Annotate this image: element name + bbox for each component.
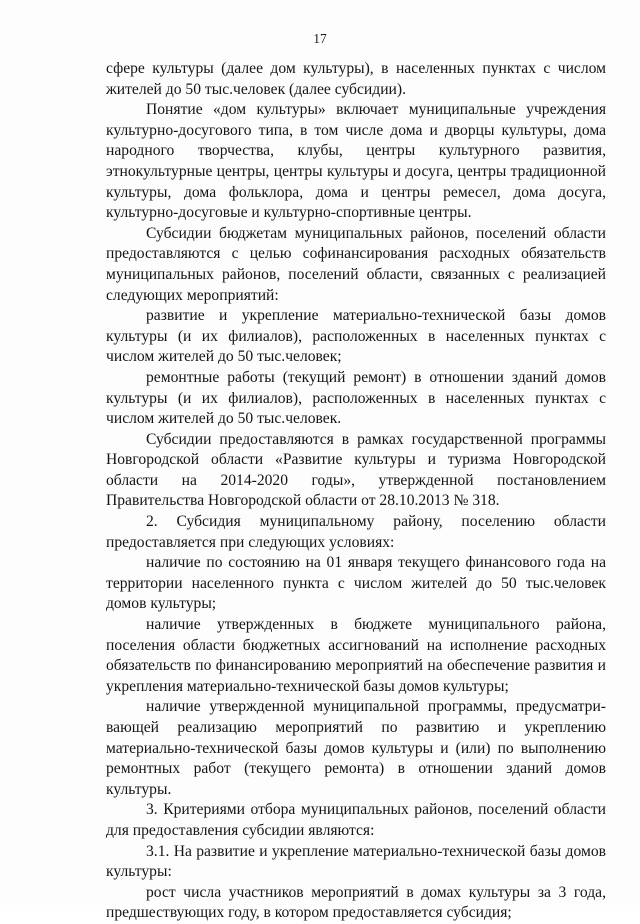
- paragraph-state-program: Субсидии предоставляются в рамках государственной программы Новгородской области «Развитие культуры и туризма Новгородской области на 2014-2020 годы», утвержденной постановлением Правительства Новгородской области от 28.10.2013 № 318.: [106, 430, 606, 510]
- paragraph-criterion-growth: рост числа участников мероприятий в домах культуры за 3 года, предшествующих году, в котором предоставляется субсидия;: [106, 883, 606, 922]
- paragraph-condition-budget: наличие утвержденных в бюджете муниципального района, поселения области бюджетных ассигнований на исполнение расходных обязательств по финансированию мероприятий на обеспечение развития и укрепления материально-технической базы домов культуры;: [106, 616, 606, 695]
- paragraph-measure-repair: ремонтные работы (текущий ремонт) в отношении зданий домов культуры (и их филиалов), расположенных в населенных пунктах с числом жителей до 50 тыс.человек.: [106, 368, 606, 428]
- paragraph-subsidy-purpose: Субсидии бюджетам муниципальных районов, поселений области предоставляются с целью софинансирования расходных обязательств муниципальных районов, поселений области, связанных с реализацией следующих мероприятий:: [106, 224, 606, 304]
- paragraph-measure-development: развитие и укрепление материально-технической базы домов культуры (и их филиалов), расположенных в населенных пунктах с числом жителей до 50 тыс.человек;: [106, 307, 606, 366]
- page-number: 17: [313, 31, 327, 46]
- paragraph-concept-definition: Понятие «дом культуры» включает муниципальные учреждения культурно-досугового типа, в том числе дома и дворцы культуры, дома народного творчества, клубы, центры культурного развития, этнокультурные центры, центры культуры и досуга, центры традиционной культуры, дома фольклора, дома и центры ремесел, дома досуга, культурно-досуговые и культурно-спортивные центры.: [106, 101, 606, 222]
- paragraph-criteria-heading: 3. Критериями отбора муниципальных районов, поселений области для предоставления субсидии являются:: [106, 801, 606, 839]
- document-body: [106, 59, 606, 924]
- paragraph-condition-houses: наличие по состоянию на 01 января текущего финансового года на территории населенного пункта с числом жителей до 50 тыс.человек домов культуры;: [106, 554, 606, 613]
- paragraph-conditions-heading: 2. Субсидия муниципальному району, поселению области предоставляется при следующих условиях:: [106, 513, 606, 551]
- paragraph-criteria-3-1: 3.1. На развитие и укрепление материально-технической базы домов культуры:: [106, 842, 606, 881]
- paragraph-condition-program: наличие утвержденной муниципальной программы, предусматривающей реализацию мероприятий по развитию и укреплению материально-технической базы домов культуры и (или) по выполнению ремонтных работ (текущего ремонта) в отношении зданий домов культуры.: [106, 698, 606, 798]
- paragraph-continuation: сфере культуры (далее дом культуры), в населенных пунктах с числом жителей до 50 тыс.человек (далее субсидии).: [106, 60, 606, 98]
